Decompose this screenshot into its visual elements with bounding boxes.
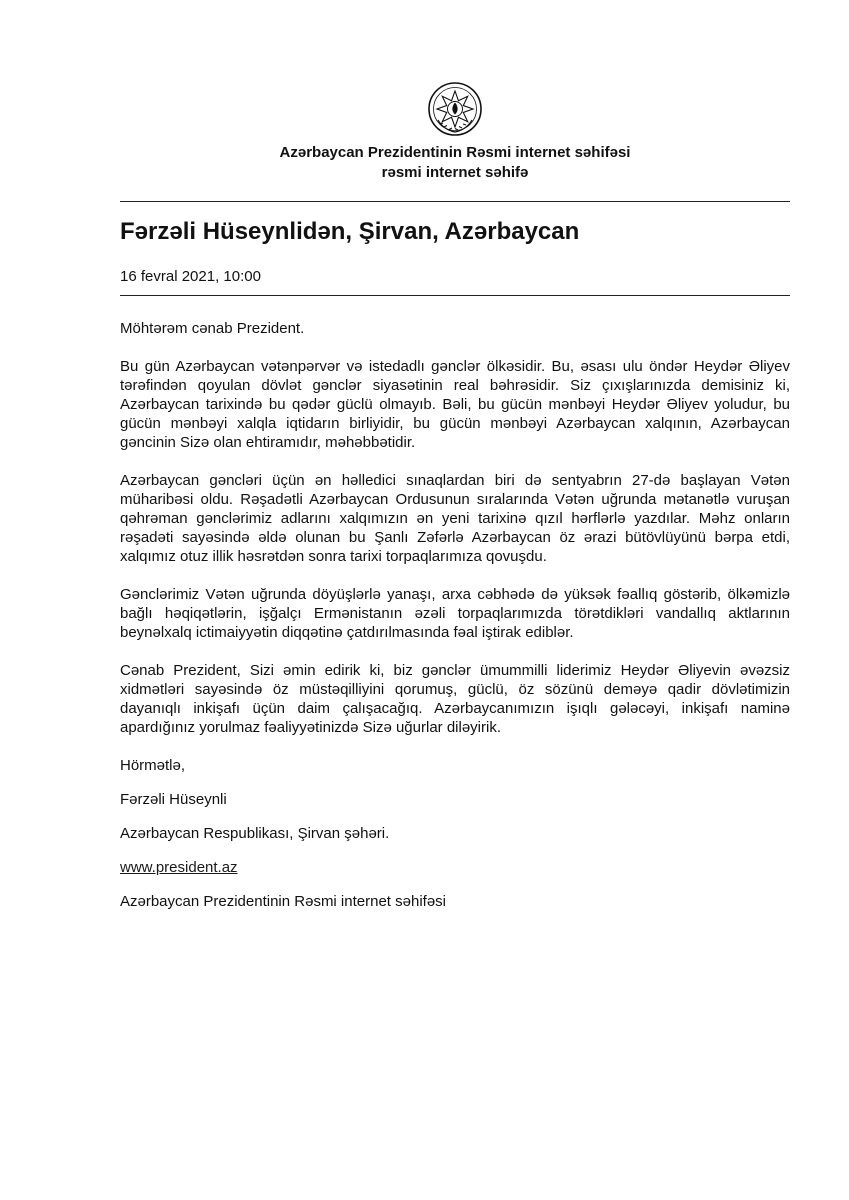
article-body bbox=[120, 319, 790, 930]
body-paragraph: Azərbaycan gəncləri üçün ən həlledici sınaqlardan biri də sentyabrın 27-də başlayan Vətən müharibəsi oldu. Rəşadətli Azərbaycan Ordusunun sıralarında Vətən uğrunda mətanətlə vuruşan qəhrəman gənclərimiz adlarını xalqımızın ən yeni tarixinə qızıl hərflərlə yazdılar. Məhz onların rəşadəti sayəsində əldə olunan bu Şanlı Zəfərlə Azərbaycan öz ərazi bütövlüyünü bərpa etdi, xalqımız otuz illik həsrətdən sonra tarixi torpaqlarımıza qovuşdu. bbox=[120, 472, 790, 565]
author-location: Azərbaycan Respublikası, Şirvan şəhəri. bbox=[120, 825, 390, 842]
closing: Hörmətlə, bbox=[120, 757, 186, 774]
site-subtitle: rəsmi internet səhifə bbox=[381, 164, 529, 181]
article-date: 16 fevral 2021, 10:00 bbox=[120, 268, 261, 285]
author-name: Fərzəli Hüseynli bbox=[120, 791, 227, 808]
source-line: Azərbaycan Prezidentinin Rəsmi internet səhifəsi bbox=[120, 893, 446, 910]
body-paragraph: Bu gün Azərbaycan vətənpərvər və istedadlı gənclər ölkəsidir. Bu, əsası ulu öndər Heydər Əliyev tərəfindən qoyulan dövlət gənclər siyasətinin real bəhrəsidir. Siz çıxışlarınızda demisiniz ki, Azərbaycan tarixində bu qədər güclü olmayıb. Bəli, bu gücün mənbəyi Heydər Əliyev yoludur, bu gücün mənbəyi xalqla iqtidarın birliyidir, bu gücün mənbəyi Azərbaycan xalqının, Azərbaycan gəncinin Sizə olan ehtiramıdır, məhəbbətidir. bbox=[120, 358, 790, 451]
salutation: Möhtərəm cənab Prezident. bbox=[120, 320, 305, 337]
president-website-link[interactable]: www.president.az bbox=[120, 859, 238, 876]
title-divider bbox=[120, 295, 790, 296]
header-divider bbox=[120, 201, 790, 202]
body-paragraph: Cənab Prezident, Sizi əmin edirik ki, biz gənclər ümummilli liderimiz Heydər Əliyevin əvəzsiz xidmətləri sayəsində öz müstəqilliyini qorumuş, güclü, öz sözünü deməyə qadir dövlətimizin dayanıqlı inkişafı üçün daim çalışacağıq. Azərbaycanımızın işıqlı gələcəyi, inkişafı naminə apardığınız yorulmaz fəaliyyətinizdə Sizə uğurlar diləyirik. bbox=[120, 662, 790, 736]
site-header bbox=[120, 143, 790, 183]
article-title: Fərzəli Hüseynlidən, Şirvan, Azərbaycan bbox=[120, 218, 580, 245]
body-paragraph: Gənclərimiz Vətən uğrunda döyüşlərlə yanaşı, arxa cəbhədə də yüksək fəallıq göstərib, ölkəmizlə bağlı həqiqətlərin, işğalçı Ermənistanın əzəli torpaqlarımızda törətdikləri vandallıq aktlarının beynəlxalq ictimaiyyətin diqqətinə çatdırılmasında fəal iştirak ediblər. bbox=[120, 586, 790, 641]
site-title: Azərbaycan Prezidentinin Rəsmi internet səhifəsi bbox=[279, 144, 631, 161]
azerbaijan-state-emblem-icon bbox=[426, 80, 484, 140]
